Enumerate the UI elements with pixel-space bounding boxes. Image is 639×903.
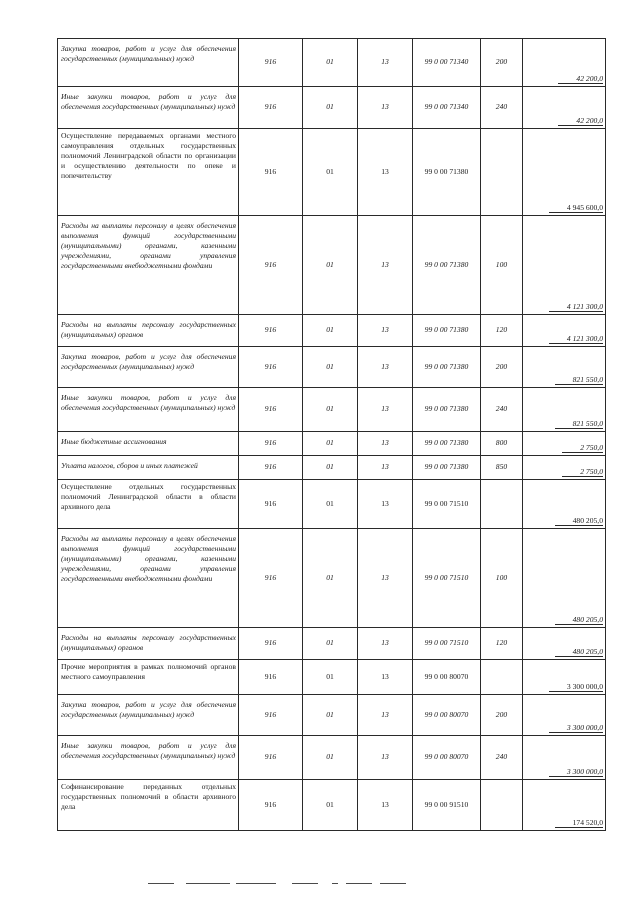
amount-value: 2 750,0 xyxy=(562,444,603,453)
footer-rule xyxy=(332,883,338,884)
target-article-code: 99 0 00 71380 xyxy=(413,216,481,315)
section-code: 01 xyxy=(303,480,358,529)
ministry-code: 916 xyxy=(239,695,303,736)
row-name: Осуществление отдельных государственных полномочий Ленинградской области в области архивного дела xyxy=(61,482,236,512)
table-row xyxy=(58,432,606,456)
table-row xyxy=(58,388,606,432)
table-row xyxy=(58,736,606,780)
table-row xyxy=(58,480,606,529)
subsection-code: 13 xyxy=(358,432,413,456)
expense-type-code xyxy=(481,129,523,216)
ministry-code: 916 xyxy=(239,736,303,780)
section-code: 01 xyxy=(303,388,358,432)
table-row xyxy=(58,347,606,388)
expense-type-code: 240 xyxy=(481,87,523,129)
target-article-code: 99 0 00 80070 xyxy=(413,660,481,695)
subsection-code: 13 xyxy=(358,347,413,388)
ministry-code: 916 xyxy=(239,780,303,831)
amount-value: 480 205,0 xyxy=(555,616,603,625)
table-row xyxy=(58,39,606,87)
subsection-code: 13 xyxy=(358,216,413,315)
amount-cell xyxy=(523,529,606,628)
subsection-code: 13 xyxy=(358,736,413,780)
row-name: Софинансирование переданных отдельных государственных полномочий в области архивного дела xyxy=(61,782,236,812)
row-name-cell xyxy=(58,39,239,87)
ministry-code: 916 xyxy=(239,347,303,388)
row-name: Расходы на выплаты персоналу государственных (муниципальных) органов xyxy=(61,320,236,340)
target-article-code: 99 0 00 71510 xyxy=(413,480,481,529)
row-name-cell xyxy=(58,388,239,432)
expense-type-code: 240 xyxy=(481,736,523,780)
expense-type-code: 200 xyxy=(481,39,523,87)
section-code: 01 xyxy=(303,315,358,347)
row-name-cell xyxy=(58,736,239,780)
table-row xyxy=(58,660,606,695)
amount-value: 3 300 000,0 xyxy=(549,724,603,733)
expense-type-code xyxy=(481,660,523,695)
row-name: Расходы на выплаты персоналу в целях обеспечения выполнения функций государственными (муниципальными) органами, казенными учреждениями, органами управления государственными внебюджетными фондами xyxy=(61,221,236,271)
ministry-code: 916 xyxy=(239,129,303,216)
row-name-cell xyxy=(58,216,239,315)
amount-cell xyxy=(523,736,606,780)
target-article-code: 99 0 00 71380 xyxy=(413,456,481,480)
amount-value: 821 550,0 xyxy=(555,376,603,385)
subsection-code: 13 xyxy=(358,456,413,480)
target-article-code: 99 0 00 71510 xyxy=(413,628,481,660)
row-name: Закупка товаров, работ и услуг для обеспечения государственных (муниципальных) нужд xyxy=(61,352,236,372)
amount-cell xyxy=(523,628,606,660)
expense-type-code: 100 xyxy=(481,216,523,315)
ministry-code: 916 xyxy=(239,39,303,87)
footer-rule xyxy=(148,883,174,884)
amount-cell xyxy=(523,388,606,432)
subsection-code: 13 xyxy=(358,660,413,695)
row-name-cell xyxy=(58,660,239,695)
amount-value: 4 121 300,0 xyxy=(549,303,603,312)
amount-value: 2 750,0 xyxy=(562,468,603,477)
amount-value: 42 200,0 xyxy=(558,117,603,126)
ministry-code: 916 xyxy=(239,480,303,529)
expense-type-code: 800 xyxy=(481,432,523,456)
amount-cell xyxy=(523,660,606,695)
amount-value: 480 205,0 xyxy=(555,648,603,657)
section-code: 01 xyxy=(303,736,358,780)
expense-type-code xyxy=(481,480,523,529)
row-name: Иные закупки товаров, работ и услуг для обеспечения государственных (муниципальных) нужд xyxy=(61,393,236,413)
footer-rule xyxy=(380,883,406,884)
subsection-code: 13 xyxy=(358,388,413,432)
row-name: Расходы на выплаты персоналу в целях обеспечения выполнения функций государственными (муниципальными) органами, казенными учреждениями, органами управления государственными внебюджетными фондами xyxy=(61,534,236,584)
row-name-cell xyxy=(58,432,239,456)
amount-cell xyxy=(523,695,606,736)
table-body xyxy=(58,39,606,831)
row-name: Расходы на выплаты персоналу государственных (муниципальных) органов xyxy=(61,633,236,653)
row-name-cell xyxy=(58,87,239,129)
section-code: 01 xyxy=(303,660,358,695)
expense-type-code: 200 xyxy=(481,695,523,736)
row-name-cell xyxy=(58,695,239,736)
subsection-code: 13 xyxy=(358,87,413,129)
expense-type-code: 120 xyxy=(481,315,523,347)
subsection-code: 13 xyxy=(358,129,413,216)
target-article-code: 99 0 00 71380 xyxy=(413,129,481,216)
row-name: Уплата налогов, сборов и иных платежей xyxy=(61,461,198,470)
target-article-code: 99 0 00 71380 xyxy=(413,315,481,347)
row-name-cell xyxy=(58,129,239,216)
section-code: 01 xyxy=(303,780,358,831)
section-code: 01 xyxy=(303,216,358,315)
target-article-code: 99 0 00 71510 xyxy=(413,529,481,628)
row-name: Осуществление передаваемых органами местного самоуправления отдельных государственных полномочий Ленинградской области по организации и осуществлению деятельности по опеке и попечительству xyxy=(61,131,236,181)
section-code: 01 xyxy=(303,529,358,628)
table-row xyxy=(58,529,606,628)
amount-value: 174 520,0 xyxy=(555,819,603,828)
ministry-code: 916 xyxy=(239,388,303,432)
ministry-code: 916 xyxy=(239,660,303,695)
row-name: Закупка товаров, работ и услуг для обеспечения государственных (муниципальных) нужд xyxy=(61,44,236,64)
row-name-cell xyxy=(58,529,239,628)
section-code: 01 xyxy=(303,695,358,736)
amount-cell xyxy=(523,129,606,216)
ministry-code: 916 xyxy=(239,456,303,480)
target-article-code: 99 0 00 91510 xyxy=(413,780,481,831)
row-name: Прочие мероприятия в рамках полномочий органов местного самоуправления xyxy=(61,662,236,682)
section-code: 01 xyxy=(303,456,358,480)
section-code: 01 xyxy=(303,432,358,456)
amount-cell xyxy=(523,39,606,87)
amount-cell xyxy=(523,216,606,315)
amount-value: 821 550,0 xyxy=(555,420,603,429)
target-article-code: 99 0 00 71380 xyxy=(413,432,481,456)
budget-table xyxy=(57,38,606,831)
expense-type-code: 850 xyxy=(481,456,523,480)
table-row xyxy=(58,695,606,736)
amount-value: 4 121 300,0 xyxy=(549,335,603,344)
ministry-code: 916 xyxy=(239,216,303,315)
row-name: Иные бюджетные ассигнования xyxy=(61,437,167,446)
amount-value: 3 300 000,0 xyxy=(549,768,603,777)
amount-value: 480 205,0 xyxy=(555,517,603,526)
target-article-code: 99 0 00 71380 xyxy=(413,347,481,388)
amount-cell xyxy=(523,432,606,456)
section-code: 01 xyxy=(303,347,358,388)
table-row xyxy=(58,216,606,315)
table-row xyxy=(58,780,606,831)
ministry-code: 916 xyxy=(239,315,303,347)
target-article-code: 99 0 00 80070 xyxy=(413,695,481,736)
table-row xyxy=(58,315,606,347)
row-name-cell xyxy=(58,456,239,480)
ministry-code: 916 xyxy=(239,529,303,628)
footer-rule xyxy=(236,883,276,884)
amount-cell xyxy=(523,480,606,529)
expense-type-code: 100 xyxy=(481,529,523,628)
amount-value: 42 200,0 xyxy=(558,75,603,84)
amount-value: 4 945 600,0 xyxy=(549,204,603,213)
target-article-code: 99 0 00 71340 xyxy=(413,39,481,87)
section-code: 01 xyxy=(303,87,358,129)
subsection-code: 13 xyxy=(358,695,413,736)
row-name-cell xyxy=(58,480,239,529)
target-article-code: 99 0 00 80070 xyxy=(413,736,481,780)
footer-rule xyxy=(292,883,318,884)
section-code: 01 xyxy=(303,129,358,216)
ministry-code: 916 xyxy=(239,628,303,660)
target-article-code: 99 0 00 71340 xyxy=(413,87,481,129)
subsection-code: 13 xyxy=(358,529,413,628)
section-code: 01 xyxy=(303,628,358,660)
subsection-code: 13 xyxy=(358,780,413,831)
subsection-code: 13 xyxy=(358,39,413,87)
budget-sheet xyxy=(57,38,605,831)
footer-rule xyxy=(186,883,230,884)
table-row xyxy=(58,87,606,129)
target-article-code: 99 0 00 71380 xyxy=(413,388,481,432)
table-row xyxy=(58,456,606,480)
subsection-code: 13 xyxy=(358,480,413,529)
amount-cell xyxy=(523,456,606,480)
row-name-cell xyxy=(58,628,239,660)
expense-type-code: 240 xyxy=(481,388,523,432)
subsection-code: 13 xyxy=(358,315,413,347)
section-code: 01 xyxy=(303,39,358,87)
amount-cell xyxy=(523,347,606,388)
row-name-cell xyxy=(58,780,239,831)
subsection-code: 13 xyxy=(358,628,413,660)
ministry-code: 916 xyxy=(239,432,303,456)
row-name: Иные закупки товаров, работ и услуг для обеспечения государственных (муниципальных) нужд xyxy=(61,92,236,112)
row-name: Иные закупки товаров, работ и услуг для обеспечения государственных (муниципальных) нужд xyxy=(61,741,236,761)
amount-value: 3 300 000,0 xyxy=(549,683,603,692)
row-name-cell xyxy=(58,347,239,388)
amount-cell xyxy=(523,87,606,129)
expense-type-code: 120 xyxy=(481,628,523,660)
expense-type-code: 200 xyxy=(481,347,523,388)
amount-cell xyxy=(523,315,606,347)
table-row xyxy=(58,129,606,216)
footer-rule xyxy=(346,883,372,884)
row-name-cell xyxy=(58,315,239,347)
row-name: Закупка товаров, работ и услуг для обеспечения государственных (муниципальных) нужд xyxy=(61,700,236,720)
table-row xyxy=(58,628,606,660)
ministry-code: 916 xyxy=(239,87,303,129)
amount-cell xyxy=(523,780,606,831)
expense-type-code xyxy=(481,780,523,831)
